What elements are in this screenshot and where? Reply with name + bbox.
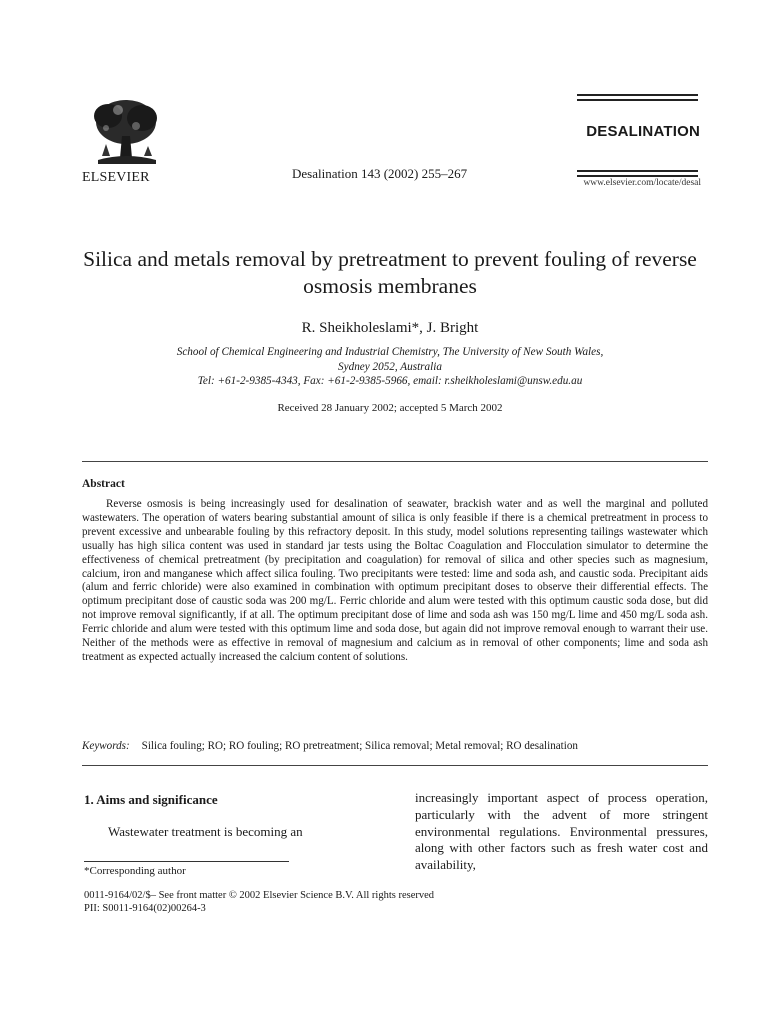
affiliation-contact: Tel: +61-2-9385-4343, Fax: +61-2-9385-5966, email: r.sheikholeslami@unsw.edu.au xyxy=(197,375,583,387)
body-text-right: increasingly important aspect of process operation, particularly with the advent of more stringent environmental regulations. Environmental pressures, along with other factors such as fresh water cost and availability, xyxy=(415,790,708,873)
keywords-list: Silica fouling; RO; RO fouling; RO pretreatment; Silica removal; Metal removal; RO desalination xyxy=(141,740,578,752)
footnote: *Corresponding author xyxy=(84,865,186,877)
received-dates: Received 28 January 2002; accepted 5 March 2002 xyxy=(277,402,503,414)
section-heading: 1. Aims and significance xyxy=(84,792,218,807)
header-rule xyxy=(577,99,698,101)
publisher-name: ELSEVIER xyxy=(82,170,150,185)
abstract-text: Reverse osmosis is being increasingly used for desalination of seawater, brackish water and as well the marginal and polluted wastewaters. The operation of waters bearing substantial amount of silica is only feasible if there is a chemical pretreatment in process to prevent excessive and unbearable fouling by this refractory deposit. In this study, model solutions representing tailings wastewater which usually has high silica content was used in standard jar tests using the Boltac Coagulation and Flocculation simulator to determine the effectiveness of chemical pretreatment (by precipitation and coagulation) for removal of silica and other species such as magnesium, calcium, iron and manganese which affect silica fouling. Two precipitants were tested: lime and soda ash, and caustic soda. Precipitant aids (alum and ferric chloride) were also examined in combination with optimum precipitant doses to observe their differential effects. The optimum precipitant dose of caustic soda was 200 mg/L. Ferric chloride and alum were tested with this optimum caustic soda dose, but did not improve removal significantly, if at all. The optimum precipitant dose of lime and soda ash was 150 mg/L lime and 450 mg/L soda ash. Ferric chloride and alum were tested with this optimum lime and soda dose, but again did not improve removal enough to warrant their use. Neither of the methods were as effective in removal of magnesium and calcium as in removal of other components; lime and soda ash treatment as expected actually increased the calcium content of solutions. xyxy=(82,498,708,663)
header-rule xyxy=(577,175,698,177)
body-text-left: Wastewater treatment is becoming an xyxy=(108,824,303,839)
footnote-rule xyxy=(84,861,289,862)
journal-citation: Desalination 143 (2002) 255–267 xyxy=(292,166,468,181)
author-affiliation xyxy=(80,345,700,389)
divider xyxy=(82,461,708,462)
elsevier-tree-logo xyxy=(78,96,174,168)
pii-line: PII: S0011-9164(02)00264-3 xyxy=(84,903,206,914)
header-rule xyxy=(577,94,698,96)
copyright-line: 0011-9164/02/$– See front matter © 2002 Elsevier Science B.V. All rights reserved xyxy=(84,890,435,901)
keywords-label: Keywords: xyxy=(82,740,130,752)
article-authors: R. Sheikholeslami*, J. Bright xyxy=(301,320,479,336)
abstract-heading: Abstract xyxy=(82,478,125,490)
affiliation-line: Sydney 2052, Australia xyxy=(338,360,442,373)
affiliation-line: School of Chemical Engineering and Industrial Chemistry, The University of New South Wales, xyxy=(176,346,604,358)
article-title: Silica and metals removal by pretreatment to prevent fouling of reverse osmosis membranes xyxy=(83,247,697,298)
journal-name: DESALINATION xyxy=(586,123,700,140)
copyright-block xyxy=(84,889,434,915)
keywords xyxy=(82,740,708,752)
journal-url[interactable]: www.elsevier.com/locate/desal xyxy=(583,178,701,188)
header-rule xyxy=(577,170,698,172)
divider xyxy=(82,765,708,766)
